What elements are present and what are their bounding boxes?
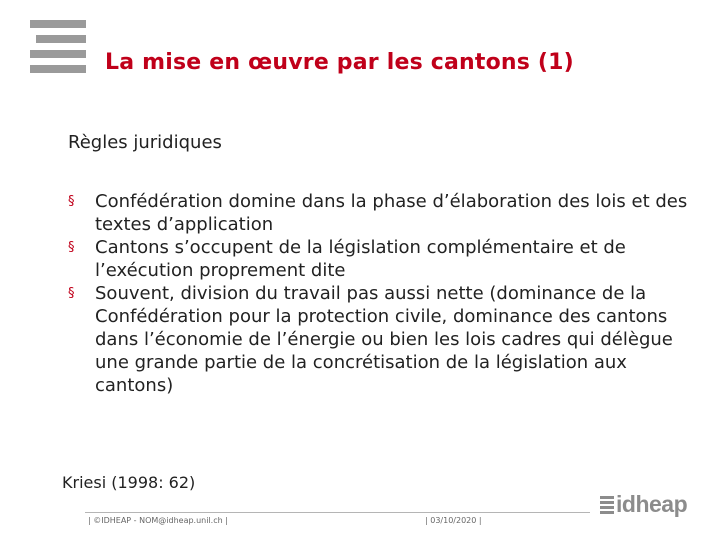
bullet-marker-icon: § [68, 286, 75, 301]
brand-wordmark: idheap [616, 491, 688, 517]
bullet-marker-icon: § [68, 240, 75, 255]
stacked-bars-logo-icon [30, 20, 86, 80]
slide-title: La mise en œuvre par les cantons (1) [105, 50, 574, 75]
footer-date: | 03/10/2020 | [425, 516, 482, 525]
slide-subtitle: Règles juridiques [68, 132, 222, 153]
source-citation: Kriesi (1998: 62) [62, 473, 196, 492]
footer-divider [85, 512, 590, 513]
bullet-text: Confédération domine dans la phase d’élaboration des lois et des textes d’application [95, 191, 688, 235]
bullet-text: Cantons s’occupent de la législation complémentaire et de l’exécution proprement dite [95, 237, 626, 281]
bullet-item [68, 282, 688, 397]
bullet-item [68, 190, 688, 236]
bullet-marker-icon: § [68, 194, 75, 209]
bullet-item [68, 236, 688, 282]
bullet-text: Souvent, division du travail pas aussi nette (dominance de la Confédération pour la protection civile, dominance des cantons dans l’économie de l’énergie ou bien les lois cadres qui délègue une grande partie de la concrétisation de la législation aux cantons) [95, 283, 673, 396]
footer-contact: | ©IDHEAP - NOM@idheap.unil.ch | [88, 516, 228, 525]
bullet-list [68, 190, 688, 397]
